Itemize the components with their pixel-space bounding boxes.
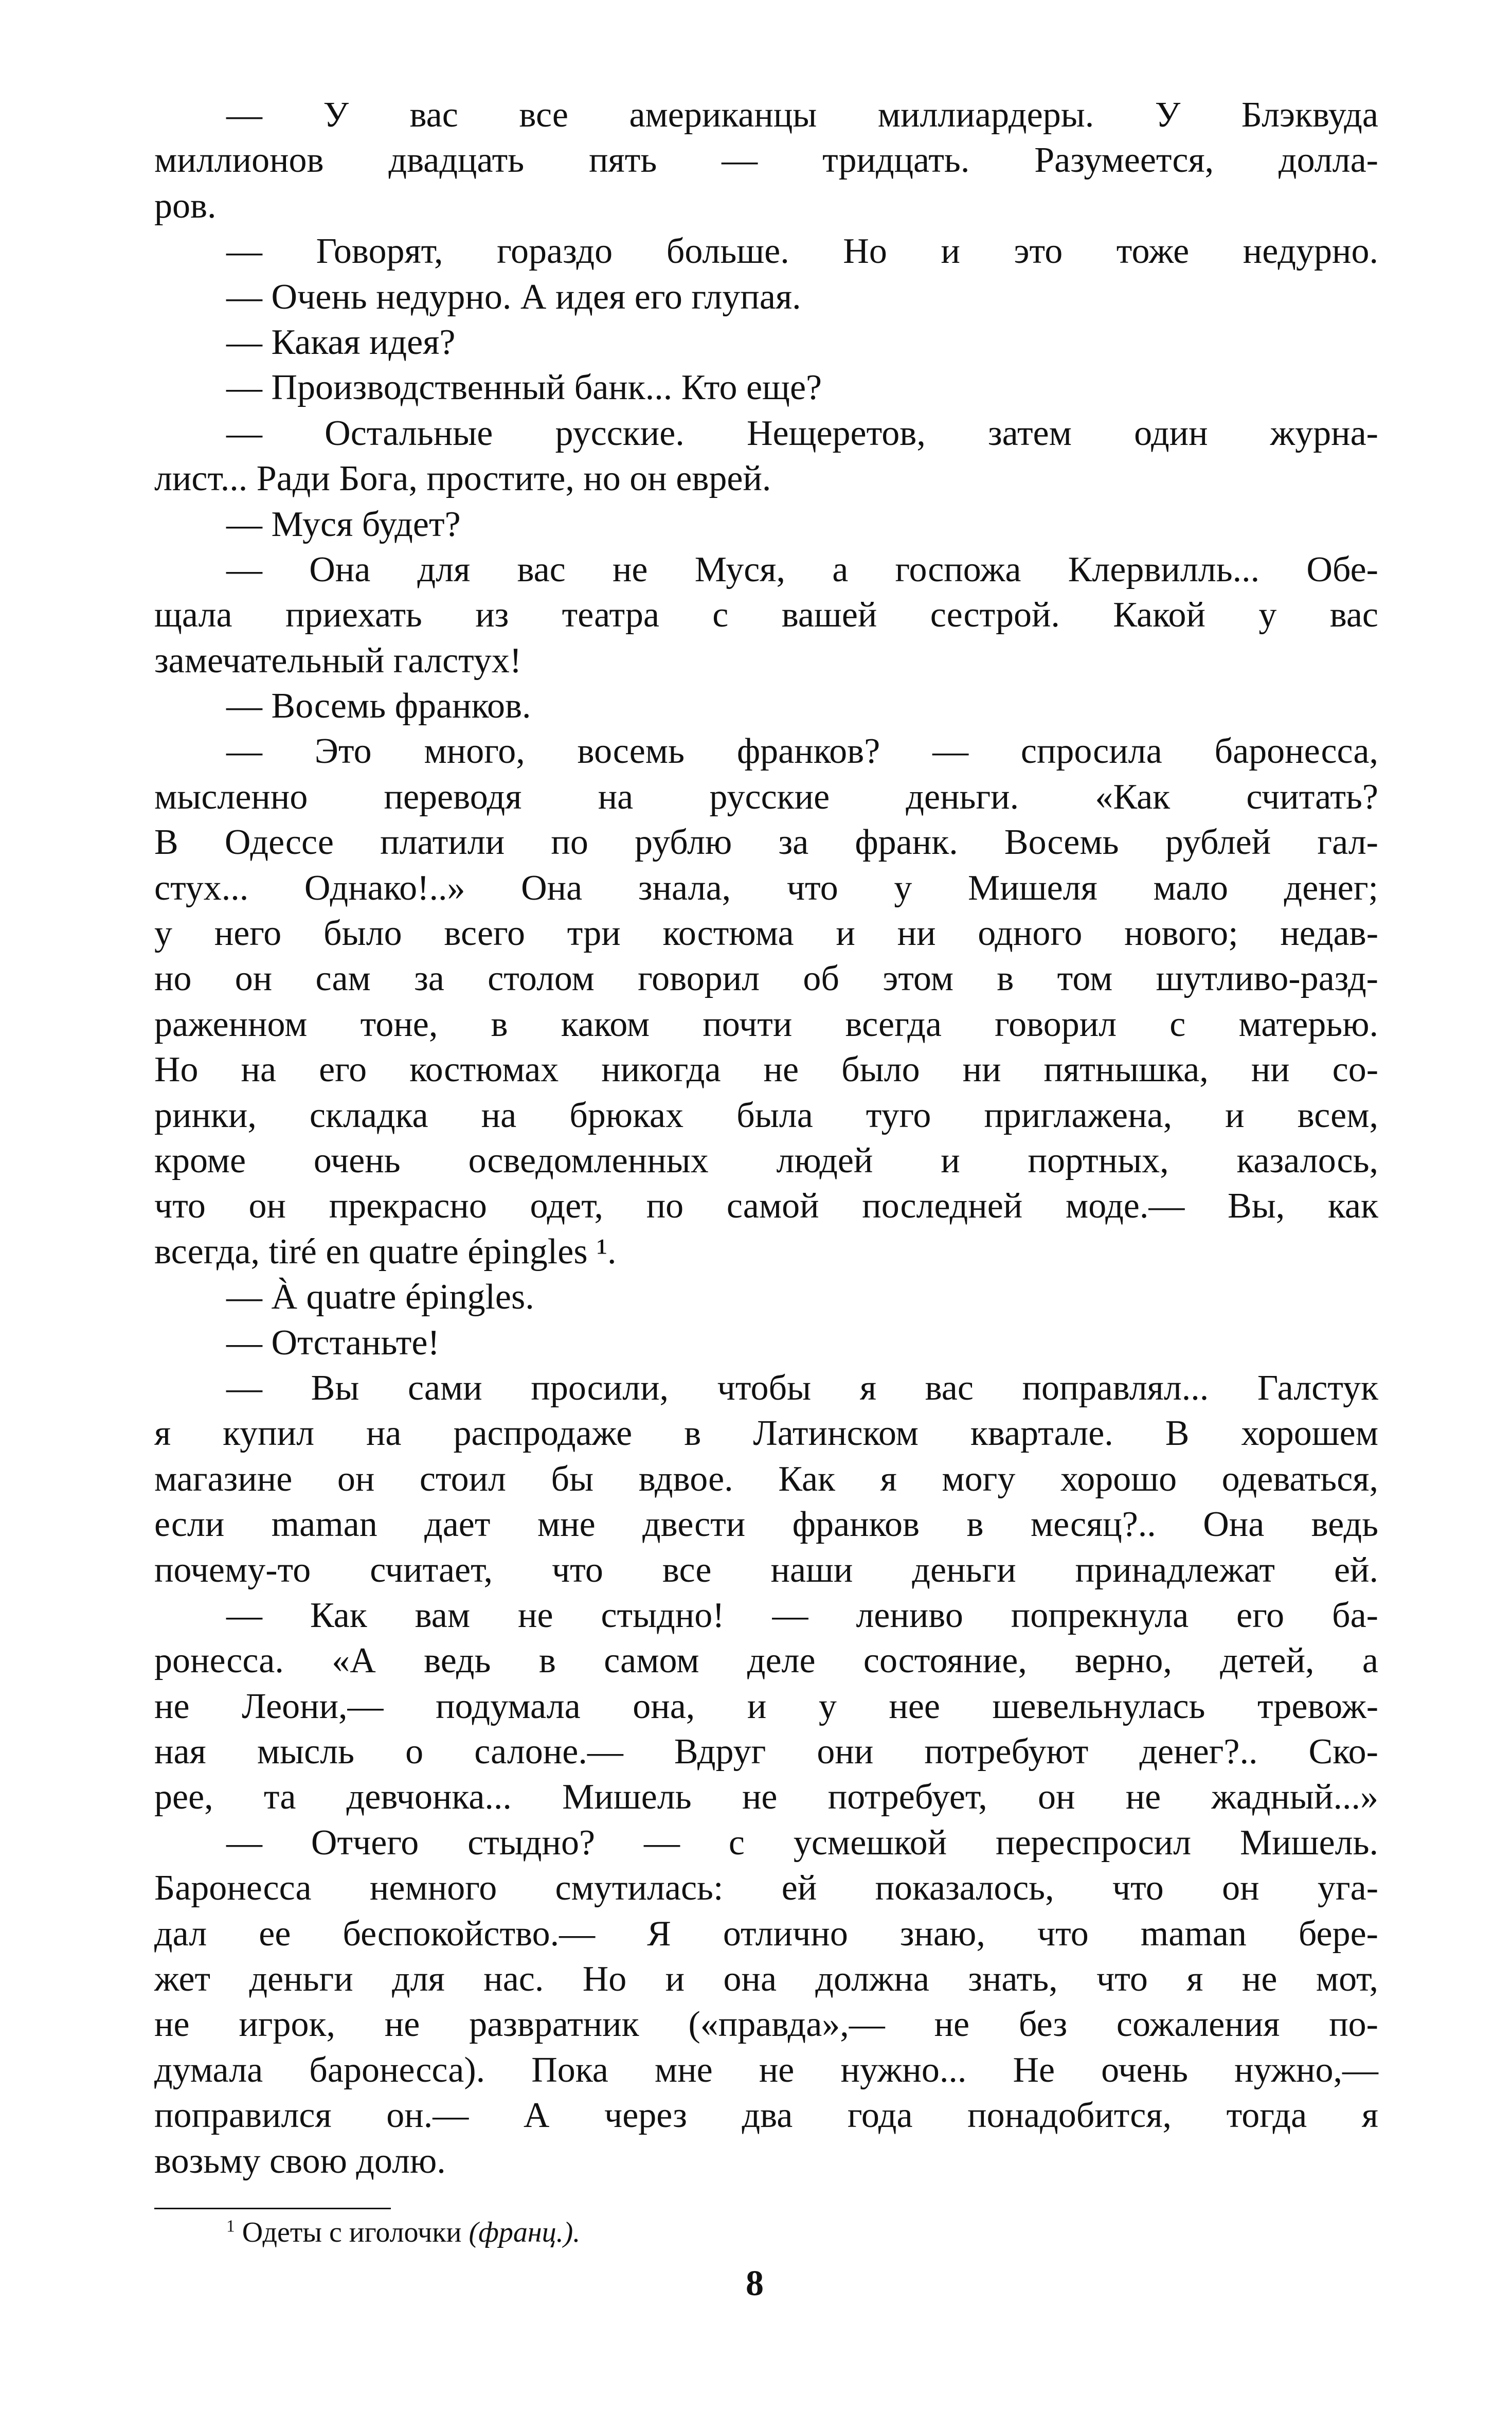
text-line: раженном тоне, в каком почти всегда говорил с матерью. [154,1004,1378,1044]
text-line: ров. [154,186,217,226]
text-line: — Как вам не стыдно! — лениво попрекнула его ба- [226,1595,1378,1635]
text-line: думала баронесса). Пока мне не нужно... Не очень нужно,— [154,2050,1378,2090]
text-line: — Производственный банк... Кто еще? [226,368,822,408]
text-line: Баронесса немного смутилась: ей показалось, что он уга- [154,1868,1378,1908]
text-line: — Вы сами просили, чтобы я вас поправлял... Галстук [226,1368,1378,1408]
text-line: замечательный галстух! [154,640,522,681]
text-line: — Это много, восемь франков? — спросила баронесса, [226,731,1378,772]
text-line: я купил на распродаже в Латинском квартале. В хорошем [154,1414,1378,1454]
text-line: кроме очень осведомленных людей и портных, казалось, [154,1140,1378,1181]
text-line: — Восемь франков. [226,686,531,726]
text-line: Но на его костюмах никогда не было ни пятнышка, ни со- [154,1050,1378,1090]
text-line: но он сам за столом говорил об этом в том шутливо-разд- [154,959,1378,999]
text-line: у него было всего три костюма и ни одного нового; недав- [154,914,1378,954]
text-line: — Отстаньте! [226,1322,440,1363]
text-line: если maman дает мне двести франков в месяц?.. Она ведь [154,1505,1378,1545]
text-line: лист... Ради Бога, простите, но он еврей. [154,459,771,499]
text-line: жет деньги для нас. Но и она должна знать, что я не мот, [154,1959,1378,1999]
text-line: — Очень недурно. А идея его глупая. [226,277,801,317]
footnote-marker: 1 [226,2216,235,2236]
text-line: В Одессе платили по рублю за франк. Восемь рублей гал- [154,822,1378,863]
text-line: возьму свою долю. [154,2141,446,2181]
text-line: поправился он.— А через два года понадобится, тогда я [154,2096,1378,2136]
footnote-text: Одеты с иголочки [242,2216,462,2248]
text-line: щала приехать из театра с вашей сестрой. Какой у вас [154,595,1378,635]
text-line: — У вас все американцы миллиардеры. У Блэквуда [226,95,1378,135]
text-line: ринки, складка на брюках была туго приглажена, и всем, [154,1095,1378,1135]
text-line: стух... Однако!..» Она знала, что у Мишеля мало денег; [154,868,1378,908]
text-line: — À quatre épingles. [226,1277,534,1317]
text-line: — Она для вас не Муся, а госпожа Клервилль... Обе- [226,549,1378,589]
text-line: что он прекрасно одет, по самой последней моде.— Вы, как [154,1186,1378,1226]
text-line: ронесса. «А ведь в самом деле состояние, верно, детей, а [154,1641,1378,1681]
text-line: дал ее беспокойство.— Я отлично знаю, что maman бере- [154,1914,1378,1954]
text-line: не Леони,— подумала она, и у нее шевельнулась тревож- [154,1686,1378,1726]
text-line: не игрок, не развратник («правда»,— не без сожаления по- [154,2005,1378,2045]
text-line: — Остальные русские. Нещеретов, затем один журна- [226,413,1378,453]
body-text [154,93,1378,2184]
footnote [226,2212,580,2253]
text-line: — Говорят, гораздо больше. Но и это тоже недурно. [226,231,1378,272]
page-number: 8 [746,2264,764,2303]
text-line: — Отчего стыдно? — с усмешкой переспросил Мишель. [226,1822,1378,1863]
text-line: рее, та девчонка... Мишель не потребует, он не жадный...» [154,1777,1378,1817]
text-line: мысленно переводя на русские деньги. «Как считать? [154,777,1378,817]
text-line: — Какая идея? [226,322,456,362]
footnote-language-note: (франц.). [469,2216,581,2248]
text-line: миллионов двадцать пять — тридцать. Разумеется, долла- [154,140,1378,181]
text-line: магазине он стоил бы вдвое. Как я могу хорошо одеваться, [154,1459,1378,1499]
text-line: почему-то считает, что все наши деньги принадлежат ей. [154,1550,1378,1590]
text-line: — Муся будет? [226,504,461,544]
footnote-divider [154,2208,391,2209]
text-line: всегда, tiré en quatre épingles ¹. [154,1231,617,1272]
text-line: ная мысль о салоне.— Вдруг они потребуют денег?.. Ско- [154,1732,1378,1772]
